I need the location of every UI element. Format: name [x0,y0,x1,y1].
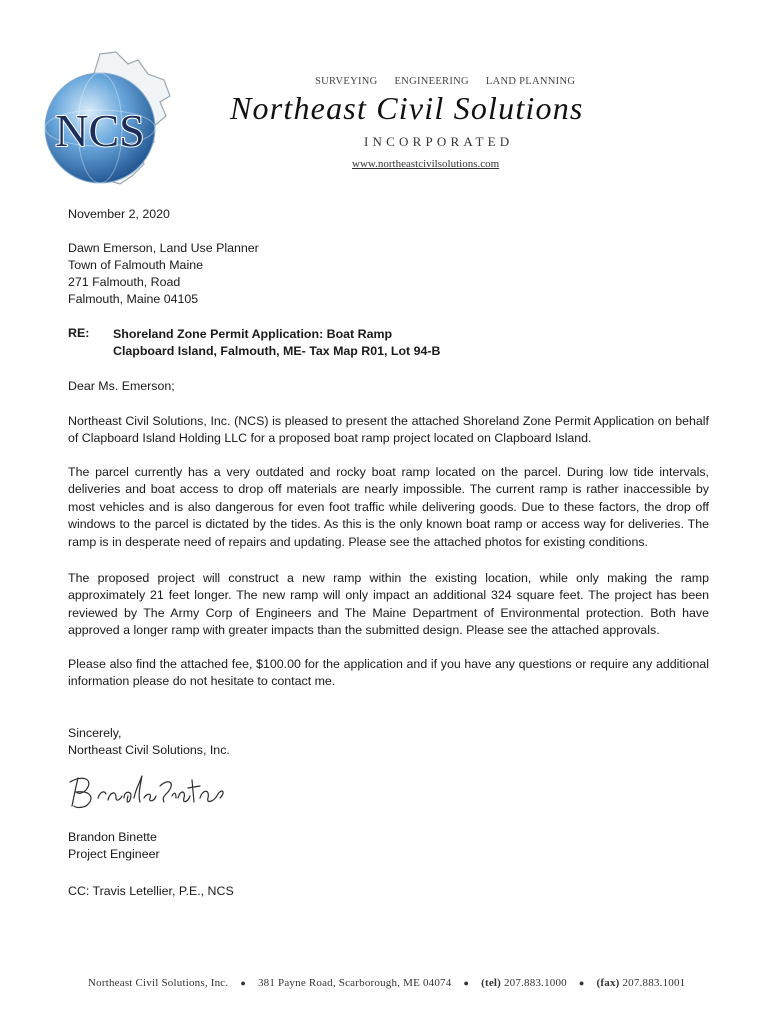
cc-line: CC: Travis Letellier, P.E., NCS [68,884,234,898]
subject-label: RE: [68,326,90,340]
services-tagline [315,76,589,87]
recipient-line: 271 Falmouth, Road [68,275,181,289]
body-paragraph: Northeast Civil Solutions, Inc. (NCS) is pleased to present the attached Shoreland Zone Permit Application on behalf of Clapboard Island Holding LLC for a proposed boat ramp project located on Clapboard Island. [68,414,709,446]
body-paragraph: Please also find the attached fee, $100.00 for the application and if you have any questions or require any additional information please do not hesitate to contact me. [68,657,709,689]
service-surveying: SURVEYING [315,76,378,87]
signer-name: Brandon Binette [68,830,157,844]
recipient-line: Dawn Emerson, Land Use Planner [68,241,259,255]
recipient-line: Town of Falmouth Maine [68,258,203,272]
footer-company: Northeast Civil Solutions, Inc. [88,977,229,989]
body-paragraph: The proposed project will construct a new ramp within the existing location, while only making the ramp approximately 21 feet longer. The new ramp will only impact an additional 324 square feet. The project has been reviewed by The Army Corp of Engineers and The Maine Department of Environmental protection. Both have approved a longer ramp with greater impacts than the submitted design. Please see the attached approvals. [68,571,709,638]
subject-lines [113,326,440,360]
incorporated-label: INCORPORATED [364,134,514,149]
signer-block [68,829,160,863]
footer-fax-label: (fax) [596,977,620,989]
subject-line: Shoreland Zone Permit Application: Boat Ramp [113,327,393,341]
closing-line: Sincerely, [68,726,122,740]
logo-text: NCS [55,105,145,156]
footer [88,977,685,989]
website-link[interactable]: www.northeastcivilsolutions.com [352,158,500,170]
company-name: Northeast Civil Solutions [230,90,584,126]
subject-line: Clapboard Island, Falmouth, ME- Tax Map R01, Lot 94-B [113,344,441,358]
letter-date: November 2, 2020 [68,207,170,221]
handwritten-signature [64,768,234,818]
closing-line: Northeast Civil Solutions, Inc. [68,743,230,757]
recipient-address [68,240,259,308]
footer-address: 381 Payne Road, Scarborough, ME 04074 [257,977,452,989]
recipient-line: Falmouth, Maine 04105 [68,292,199,306]
ncs-logo [40,50,180,190]
signer-title: Project Engineer [68,847,160,861]
bullet-icon: ● [463,978,470,988]
footer-tel-label: (tel) [481,977,502,989]
closing [68,725,230,759]
footer-fax: 207.883.1001 [622,977,686,989]
service-engineering: ENGINEERING [394,76,469,87]
bullet-icon: ● [240,978,246,988]
service-land-planning: LAND PLANNING [485,76,576,87]
salutation: Dear Ms. Emerson; [68,379,175,393]
body-paragraph: The parcel currently has a very outdated and rocky boat ramp located on the parcel. During low tide intervals, deliveries and boat access to drop off materials are nearly impossible. The current ramp is rather inaccessible by most vehicles and is also dangerous for even foot traffic while delivering goods. Due to these factors, the drop off windows to the parcel is dictated by the tides. As this is the only known boat ramp or access way for deliveries. The ramp is in desperate need of repairs and updating. Please see the attached photos for existing conditions. [68,465,709,549]
footer-tel: 207.883.1000 [503,977,567,989]
bullet-icon: ● [578,978,585,988]
